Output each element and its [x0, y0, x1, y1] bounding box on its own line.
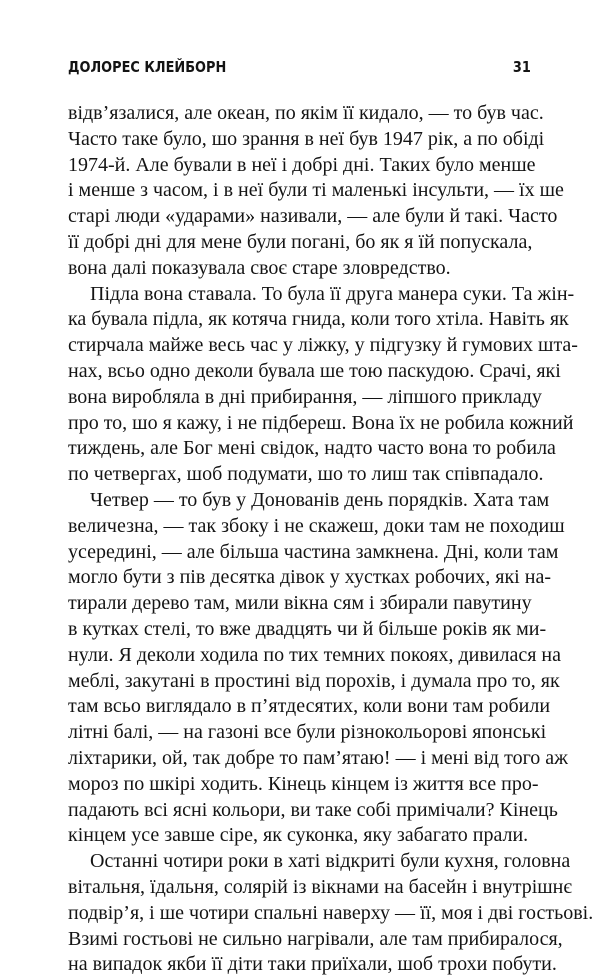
text-line: вітальня, їдальня, солярій із вікнами на басейн і внутрішнє	[68, 875, 572, 898]
text-line: літні балі, — на газоні все були різнокольорові японські	[68, 721, 547, 744]
page-number: 31	[513, 58, 531, 76]
text-line: 1974-й. Але бували в неї і добрі дні. Таких було менше	[68, 153, 536, 176]
text-line: Четвер — то був у Донованів день порядків. Хата там	[90, 488, 550, 511]
text-line: могло бути з пів десятка дівок у хустках робочих, які на-	[68, 566, 551, 589]
text-line: на випадок якби її діти таки приїхали, шоб трохи побути.	[68, 953, 557, 976]
text-line: нули. Я деколи ходила по тих темних покоях, дивилася на	[68, 643, 562, 666]
text-line: Підла вона ставала. То була її друга манера суки. Та жін-	[90, 282, 575, 305]
text-line: і менше з часом, і в неї були ті маленькі інсульти, — їх ше	[68, 179, 564, 202]
body-text	[68, 101, 594, 978]
text-line: кінцем усе завше сіре, як суконка, яку забагато прали.	[68, 824, 529, 847]
text-line: вона далі показувала своє старе зловредство.	[68, 256, 451, 279]
text-line: Останні чотири роки в хаті відкриті були кухня, головна	[90, 850, 571, 873]
text-line: Взимі гостьові не сильно нагрівали, але там прибиралося,	[68, 927, 563, 950]
text-line: Часто таке було, шо зрання в неї був 1947 рік, а по обіді	[68, 127, 545, 150]
text-line: стирчала майже весь час у ліжку, у підгузку й гумових шта-	[68, 334, 578, 357]
text-line: про то, шо я кажу, і не підбереш. Вона їх не робила кожний	[68, 411, 574, 434]
text-line: в кутках стелі, то вже двадцять чи й більше років як ми-	[68, 617, 547, 640]
running-head-author: ДОЛОРЕС КЛЕЙБОРН	[68, 58, 227, 76]
text-line: тирали дерево там, мили вікна сям і збирали павутину	[68, 592, 532, 615]
text-line: по четвергах, шоб подумати, шо то лиш так співпадало.	[68, 463, 544, 486]
text-line: ка бувала підла, як котяча гнида, коли того хтіла. Навіть як	[68, 308, 569, 331]
text-line: нах, всьо одно деколи бувала ше тою паскудою. Срачі, які	[68, 359, 561, 382]
text-line: величезна, — так збоку і не скажеш, доки там не походиш	[68, 514, 565, 537]
text-line: відв’язалися, але океан, по якім її кидало, — то був час.	[68, 102, 544, 124]
text-line: вона виробляла в дні прибирання, — ліпшого прикладу	[68, 385, 542, 408]
running-head	[68, 58, 531, 80]
text-line: мороз по шкірі ходить. Кінець кінцем із життя все про-	[68, 772, 539, 795]
text-line: там всьо виглядало в п’ятдесятих, коли вони там робили	[68, 695, 551, 718]
text-line: подвір’я, і ше чотири спальні наверху — її, моя і дві гостьові.	[68, 901, 594, 924]
text-line: її добрі дні для мене були погані, бо як я їй попускала,	[68, 230, 533, 253]
text-line: меблі, закутані в простині від порохів, і думала про то, як	[68, 669, 560, 692]
text-line: тиждень, але Бог мені свідок, надто часто вона то робила	[68, 437, 556, 460]
text-line: старі люди «ударами» називали, — але були й такі. Часто	[68, 205, 558, 228]
text-line: ліхтарики, ой, так добре то пам’ятаю! — і мені від того аж	[68, 746, 568, 769]
text-line: усередині, — але більша частина замкнена. Дні, коли там	[68, 540, 559, 563]
text-line: падають всі ясні кольори, ви таке собі примічали? Кінець	[68, 798, 558, 821]
